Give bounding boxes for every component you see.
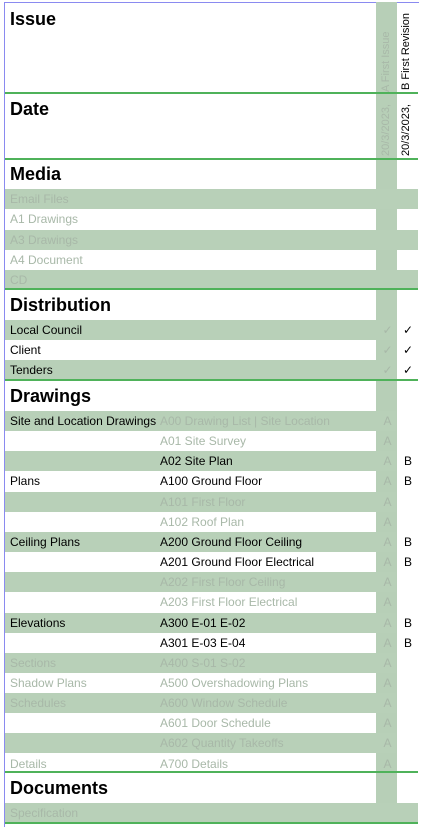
- media-label: A1 Drawings: [10, 212, 79, 227]
- drawing-row: [5, 492, 418, 512]
- media-label: A4 Document: [10, 252, 83, 267]
- drawing-rev-a: A: [383, 555, 392, 570]
- drawing-rev-a: A: [383, 514, 392, 529]
- drawing-group: Site and Location Drawings: [10, 414, 157, 428]
- drawing-rev-a: A: [383, 434, 392, 449]
- drawing-rev-b: B: [403, 615, 412, 630]
- section-drawings: Drawings: [10, 386, 92, 406]
- drawing-group: Shadow Plans: [10, 675, 87, 690]
- drawing-rev-a: A: [383, 615, 392, 630]
- drawing-title: A600 Window Schedule: [160, 696, 288, 711]
- drawing-rev-a: A: [383, 494, 392, 509]
- drawing-row: [5, 471, 418, 491]
- media-b: [398, 189, 418, 209]
- col-b-issue: B First Revision: [400, 12, 412, 90]
- drawing-title: A700 Details: [160, 756, 229, 771]
- divider: [5, 158, 418, 160]
- media-label: Email Files: [10, 192, 69, 206]
- media-row: [5, 230, 418, 250]
- col-b-date: 20/3/2023,: [400, 104, 412, 156]
- media-row: [5, 189, 418, 209]
- drawing-rev-a: A: [383, 454, 392, 469]
- media-a: [377, 209, 398, 229]
- media-b: [398, 209, 418, 229]
- drawing-rev-b: B: [403, 635, 412, 650]
- media-a: [377, 189, 398, 209]
- drawing-title: A202 First Floor Ceiling: [160, 575, 286, 590]
- distribution-b-check: ✓: [402, 323, 414, 337]
- drawing-row: [5, 552, 418, 572]
- drawing-row: [5, 451, 418, 471]
- media-a: [377, 230, 398, 250]
- drawing-title: A400 S-01 S-02: [160, 655, 246, 670]
- drawing-title: A201 Ground Floor Electrical: [160, 555, 315, 570]
- document-b: [398, 803, 418, 823]
- media-label: CD: [10, 273, 28, 288]
- drawing-group: Elevations: [10, 615, 66, 630]
- drawing-rev-a: A: [383, 595, 392, 610]
- drawing-title: A601 Door Schedule: [160, 716, 271, 731]
- drawing-row: [5, 613, 418, 633]
- drawing-rev-b: [398, 733, 418, 753]
- document-row: [5, 803, 418, 823]
- drawing-group: Sections: [10, 655, 57, 670]
- drawing-row: [5, 592, 418, 612]
- distribution-b-check: ✓: [402, 363, 414, 377]
- drawing-rev-a: A: [383, 756, 392, 771]
- distribution-a-check: ✓: [382, 323, 393, 337]
- drawing-row: [5, 411, 418, 431]
- drawing-rev-b: B: [403, 555, 412, 570]
- drawing-group: Ceiling Plans: [10, 534, 81, 549]
- distribution-label: Tenders: [10, 363, 53, 377]
- drawing-row: [5, 713, 418, 733]
- date-label: Date: [10, 99, 50, 119]
- drawing-rev-b: [398, 592, 418, 612]
- drawing-title: A102 Roof Plan: [160, 514, 245, 529]
- drawing-title: A100 Ground Floor: [160, 474, 263, 489]
- drawing-title: A01 Site Survey: [160, 434, 247, 449]
- media-label: A3 Drawings: [10, 232, 79, 247]
- drawing-rev-a: A: [383, 575, 392, 590]
- drawing-row: [5, 653, 418, 673]
- col-a-issue: A First Issue: [380, 31, 392, 92]
- distribution-label: Local Council: [10, 323, 83, 337]
- drawing-row: [5, 633, 418, 653]
- drawing-rev-a: A: [383, 635, 392, 650]
- media-row: [5, 209, 418, 229]
- drawing-rev-b: [398, 693, 418, 713]
- divider: [5, 288, 418, 290]
- drawing-rev-a: A: [383, 414, 392, 428]
- section-media: Media: [10, 164, 62, 184]
- drawing-row: [5, 733, 418, 753]
- media-b: [398, 250, 418, 270]
- distribution-row: [5, 320, 418, 340]
- drawing-title: A602 Quantity Takeoffs: [160, 736, 284, 751]
- drawing-rev-b: [398, 492, 418, 512]
- divider: [5, 771, 418, 773]
- drawing-row: [5, 512, 418, 532]
- drawing-group: Details: [10, 756, 47, 771]
- distribution-a-check: ✓: [382, 363, 393, 377]
- drawing-title: A301 E-03 E-04: [160, 635, 246, 650]
- drawing-title: A500 Overshadowing Plans: [160, 675, 309, 690]
- drawing-rev-b: [398, 512, 418, 532]
- divider: [5, 822, 418, 824]
- drawing-group: Plans: [10, 474, 41, 489]
- section-documents: Documents: [10, 778, 109, 798]
- drawing-row: [5, 673, 418, 693]
- drawing-title: A200 Ground Floor Ceiling: [160, 534, 303, 549]
- section-distribution: Distribution: [10, 295, 111, 315]
- drawing-rev-b: B: [403, 474, 412, 489]
- distribution-row: [5, 340, 418, 360]
- drawing-rev-a: A: [383, 655, 392, 670]
- drawing-rev-b: [398, 653, 418, 673]
- media-row: [5, 250, 418, 270]
- drawing-group: Schedules: [10, 696, 67, 711]
- drawing-title: A203 First Floor Electrical: [160, 595, 298, 610]
- drawing-title: A300 E-01 E-02: [160, 615, 246, 630]
- drawing-title: A00 Drawing List | Site Location: [160, 414, 330, 428]
- distribution-a-check: ✓: [382, 343, 393, 357]
- drawing-rev-a: A: [383, 736, 392, 751]
- drawing-title: A101 First Floor: [160, 494, 246, 509]
- distribution-b-check: ✓: [402, 343, 414, 357]
- divider: [5, 92, 418, 94]
- drawing-title: A02 Site Plan: [160, 454, 233, 469]
- drawing-rev-b: B: [403, 534, 412, 549]
- distribution-row: [5, 360, 418, 380]
- drawing-rev-a: A: [383, 675, 392, 690]
- drawing-row: [5, 532, 418, 552]
- drawing-rev-b: [398, 411, 418, 431]
- drawing-rev-b: [398, 431, 418, 451]
- drawing-rev-a: A: [383, 534, 392, 549]
- drawing-rev-b: [398, 572, 418, 592]
- distribution-label: Client: [10, 343, 41, 357]
- drawing-rev-b: [398, 673, 418, 693]
- drawing-rev-b: [398, 713, 418, 733]
- drawing-rev-a: A: [383, 696, 392, 711]
- document-label: Specification: [10, 806, 79, 820]
- drawing-row: [5, 431, 418, 451]
- drawing-rev-a: A: [383, 474, 392, 489]
- drawing-row: [5, 572, 418, 592]
- divider: [5, 379, 418, 381]
- drawing-row: [5, 693, 418, 713]
- media-b: [398, 230, 418, 250]
- col-a-date: 20/3/2023,: [380, 104, 392, 156]
- drawing-rev-b: B: [403, 454, 412, 469]
- drawing-rev-a: A: [383, 716, 392, 731]
- media-a: [377, 250, 398, 270]
- issue-label: Issue: [10, 9, 57, 29]
- document-a: [377, 803, 398, 823]
